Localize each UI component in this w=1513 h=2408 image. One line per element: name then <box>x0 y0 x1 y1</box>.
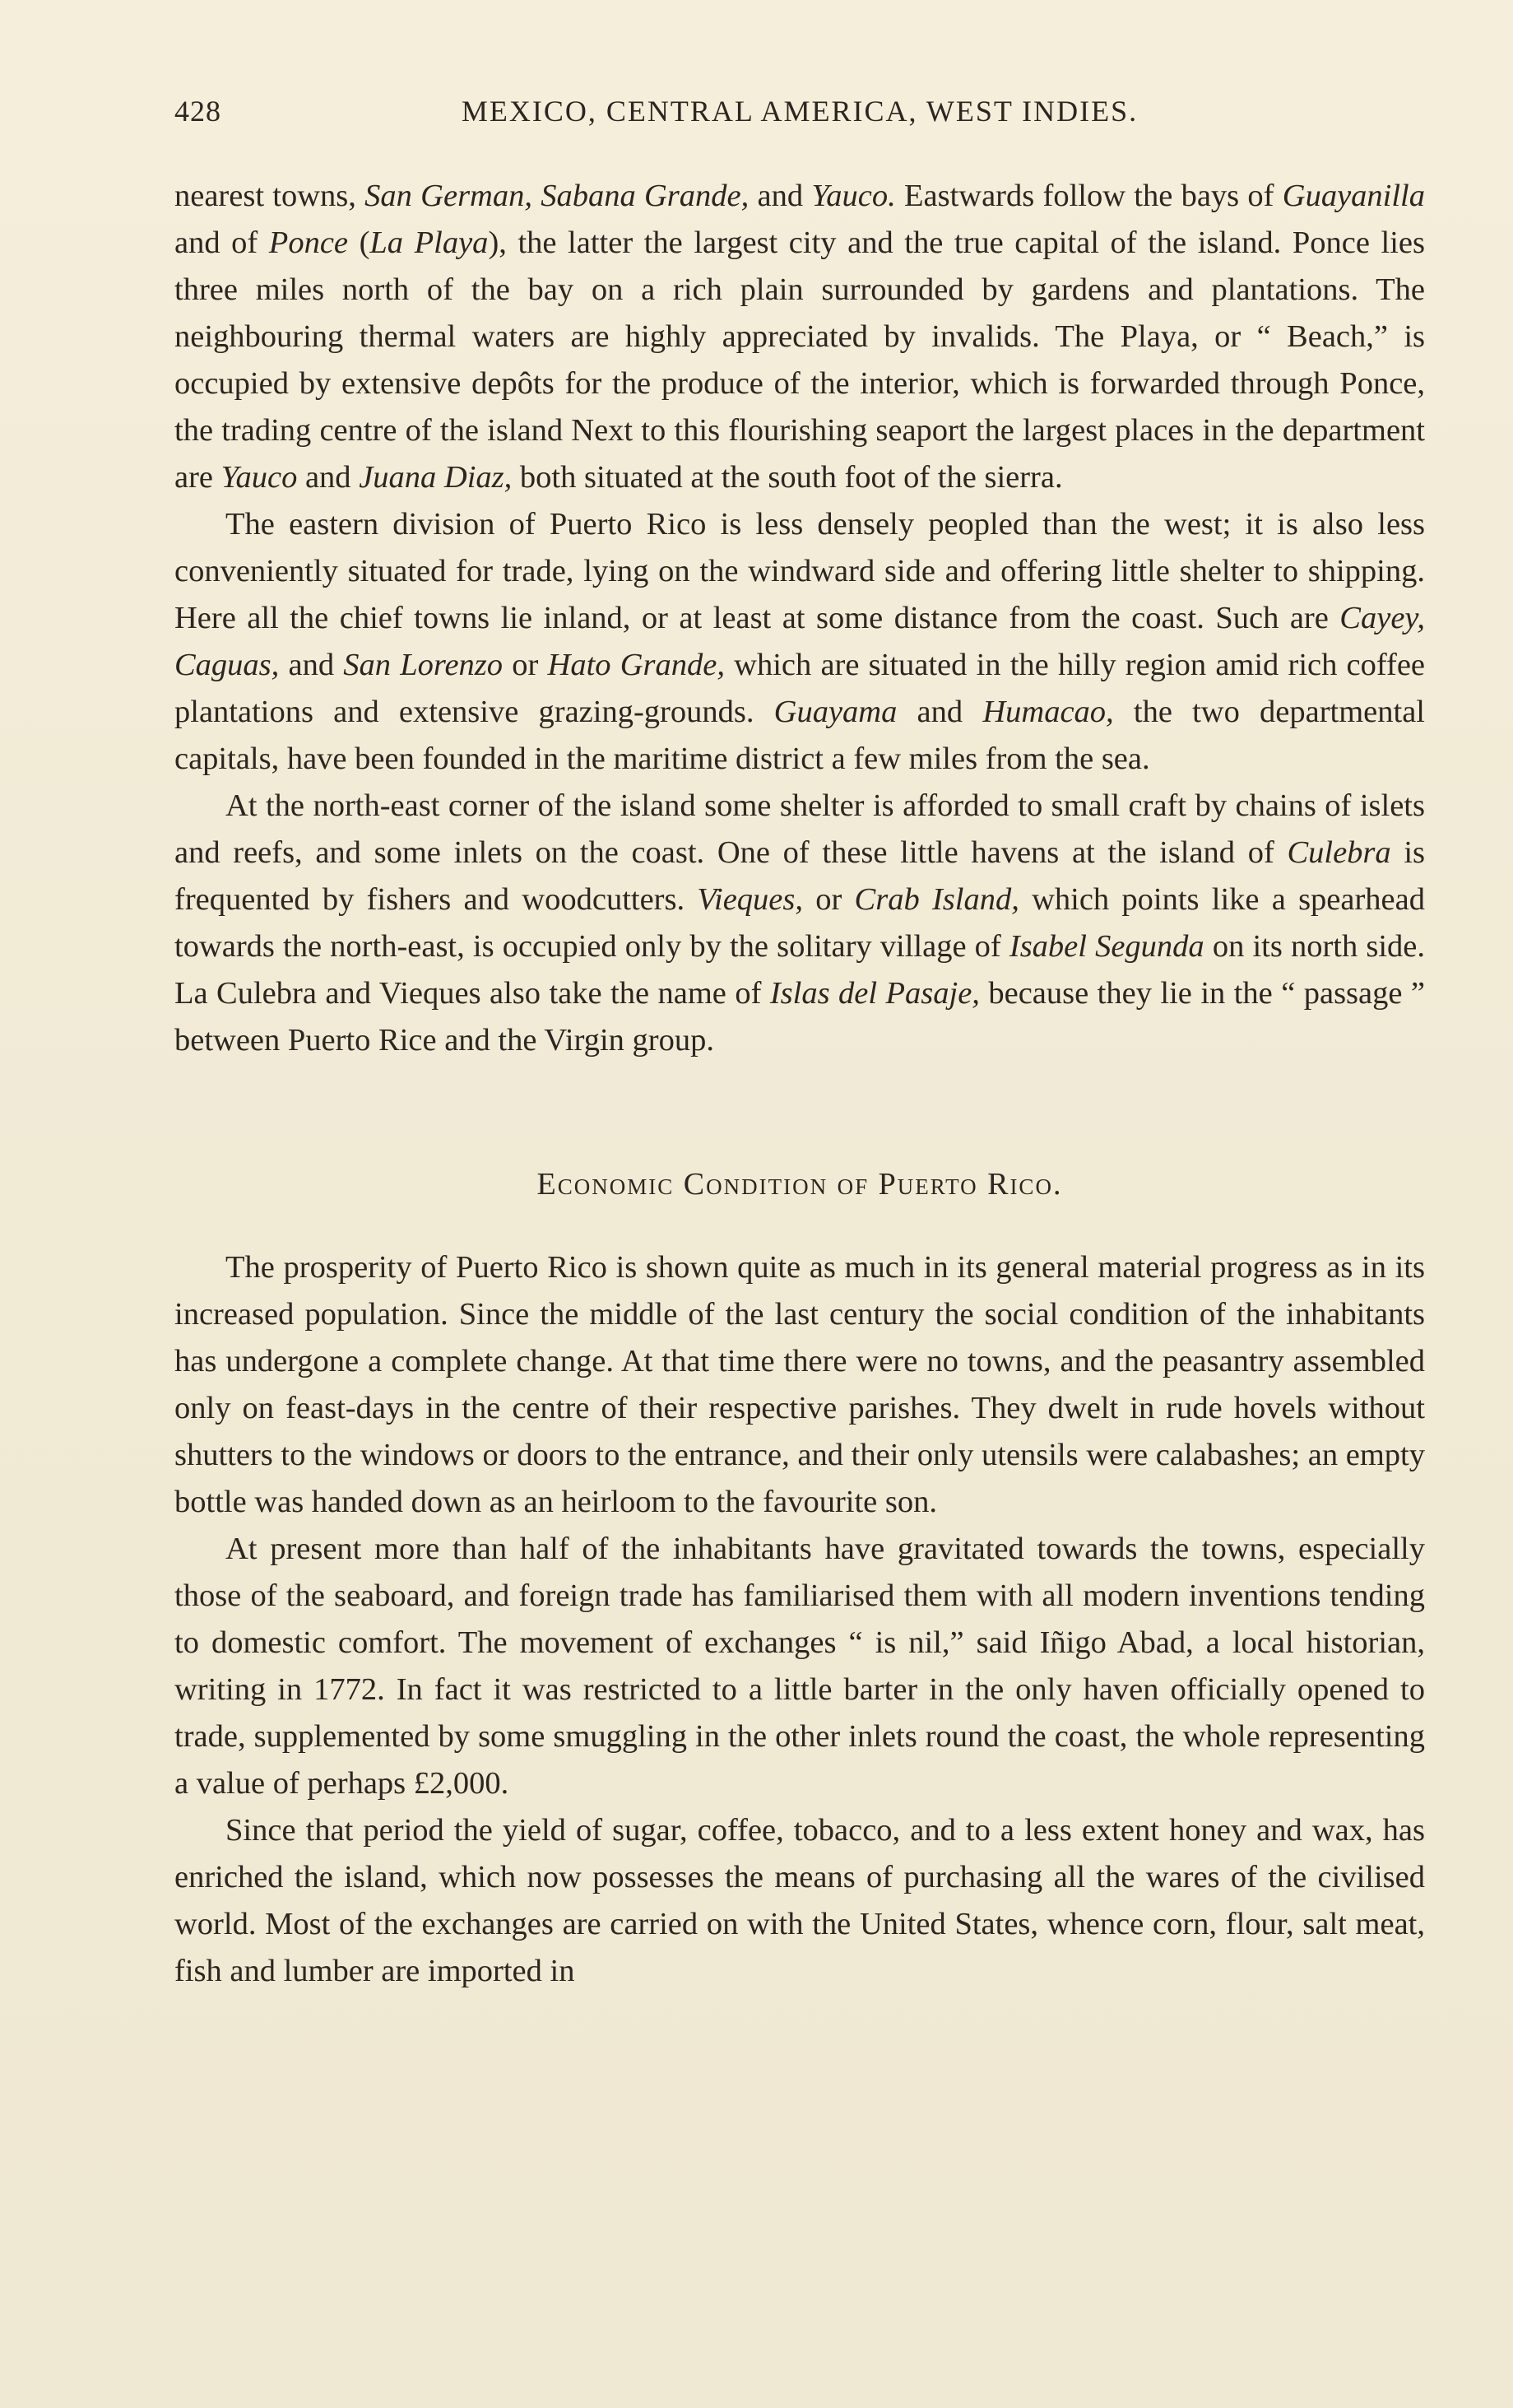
italic-place-name: Humacao, <box>982 695 1114 729</box>
italic-place-name: Guayama <box>773 695 898 729</box>
italic-place-name: Yauco <box>220 460 298 495</box>
italic-place-name: Crab Island, <box>854 882 1019 917</box>
italic-place-name: Juana Diaz, <box>359 460 513 495</box>
paragraph-5: At present more than half of the inhabitants have gravitated towards the towns, especially those of the seaboard, and foreign trade has familiarised them with all modern inventions tending to domestic comfort. The movement of exchanges “ is nil,” said Iñigo Abad, a local historian, writing in 1772. In fact it was restricted to a little barter in the only haven officially opened to trade, supplemented by some smuggling in the other inlets round the coast, the whole representing a value of perhaps £2,000. <box>174 1532 1425 1801</box>
paragraph-2 <box>174 501 1425 783</box>
text-run: is frequented by fishers and woodcutters. <box>174 835 1425 917</box>
text-run: and <box>297 460 360 495</box>
body-text <box>174 173 1425 1995</box>
italic-place-name: Guayanilla <box>1282 179 1425 213</box>
paragraph-6: Since that period the yield of sugar, coffee, tobacco, and to a less extent honey and wax, has enriched the island, which now possesses the means of purchasing all the wares of the civilised world. Most of the exchanges are carried on with the United States, whence corn, flour, salt meat, fish and lumber are imported in <box>174 1813 1425 1988</box>
text-run: Eastwards follow the bays of <box>895 179 1283 213</box>
text-run: because they lie in the “ passage ” between Puerto Rice and the Virgin group. <box>174 976 1425 1058</box>
italic-place-name: La Playa <box>369 225 489 260</box>
text-run: on its north side. La Culebra and Vieques also take the name of <box>174 929 1425 1011</box>
text-run: and <box>897 695 983 729</box>
text-run: both situated at the south foot of the sierra. <box>512 460 1063 495</box>
paragraph-3 <box>174 783 1425 1064</box>
italic-place-name: Culebra <box>1287 835 1391 870</box>
italic-place-name: San German, Sabana Grande, <box>364 179 750 213</box>
text-run: which points like a spearhead towards the north-east, is occupied only by the solitary village of <box>174 882 1425 964</box>
italic-place-name: Vieques, <box>697 882 803 917</box>
running-title: MEXICO, CENTRAL AMERICA, WEST INDIES. <box>461 95 1139 128</box>
text-run: the two departmental capitals, have been founded in the maritime district a few miles from the sea. <box>174 695 1425 776</box>
italic-place-name: Yauco. <box>811 179 896 213</box>
italic-place-name: Cayey, Caguas, <box>174 601 1425 682</box>
italic-place-name: Isabel Segunda <box>1009 929 1204 964</box>
italic-place-name: San Lorenzo <box>343 648 504 682</box>
text-run: which are situated in the hilly region amid rich coffee plantations and extensive grazing-grounds. <box>174 648 1426 729</box>
text-run: and of <box>174 225 269 260</box>
text-run: or <box>802 882 855 917</box>
section-heading: Economic Condition of Puerto Rico. <box>536 1167 1063 1202</box>
paragraph-1 <box>174 173 1425 501</box>
italic-place-name: Islas del Pasaje, <box>769 976 980 1011</box>
page-number: 428 <box>174 95 221 128</box>
text-run: and <box>749 179 812 213</box>
italic-place-name: Hato Grande, <box>547 648 725 682</box>
text-run: nearest towns, <box>174 179 365 213</box>
text-run: At the north-east corner of the island some shelter is afforded to small craft by chains of islets and reefs, and some inlets on the coast. One of these little havens at the island of <box>174 788 1425 870</box>
page-header <box>174 94 1425 143</box>
paragraph-4: The prosperity of Puerto Rico is shown quite as much in its general material progress as in its increased population. Since the middle of the last century the social condition of the inhabitants has undergone a complete change. At that time there were no towns, and the peasantry assembled only on feast-days in the centre of their respective parishes. They dwelt in rude hovels without shutters to the windows or doors to the entrance, and their only utensils were calabashes; an empty bottle was handed down as an heirloom to the favourite son. <box>174 1250 1425 1519</box>
text-run: or <box>503 648 548 682</box>
italic-place-name: Ponce <box>268 225 348 260</box>
text-run: ), the latter the largest city and the true capital of the island. Ponce lies three miles north of the bay on a rich plain surrounded by gardens and plantations. The neighbouring thermal waters are highly appreciated by invalids. The Playa, or “ Beach,” is occupied by extensive depôts for the produce of the interior, which is forwarded through Ponce, the trading centre of the island Next to this flourishing seaport the largest places in the department are <box>174 225 1425 495</box>
text-run: ( <box>348 225 370 260</box>
text-run: and <box>279 648 344 682</box>
text-run: The eastern division of Puerto Rico is less densely peopled than the west; it is also less conveniently situated for trade, lying on the windward side and offering little shelter to shipping. Here all the chief towns lie inland, or at least at some distance from the coast. Such are <box>174 507 1425 635</box>
